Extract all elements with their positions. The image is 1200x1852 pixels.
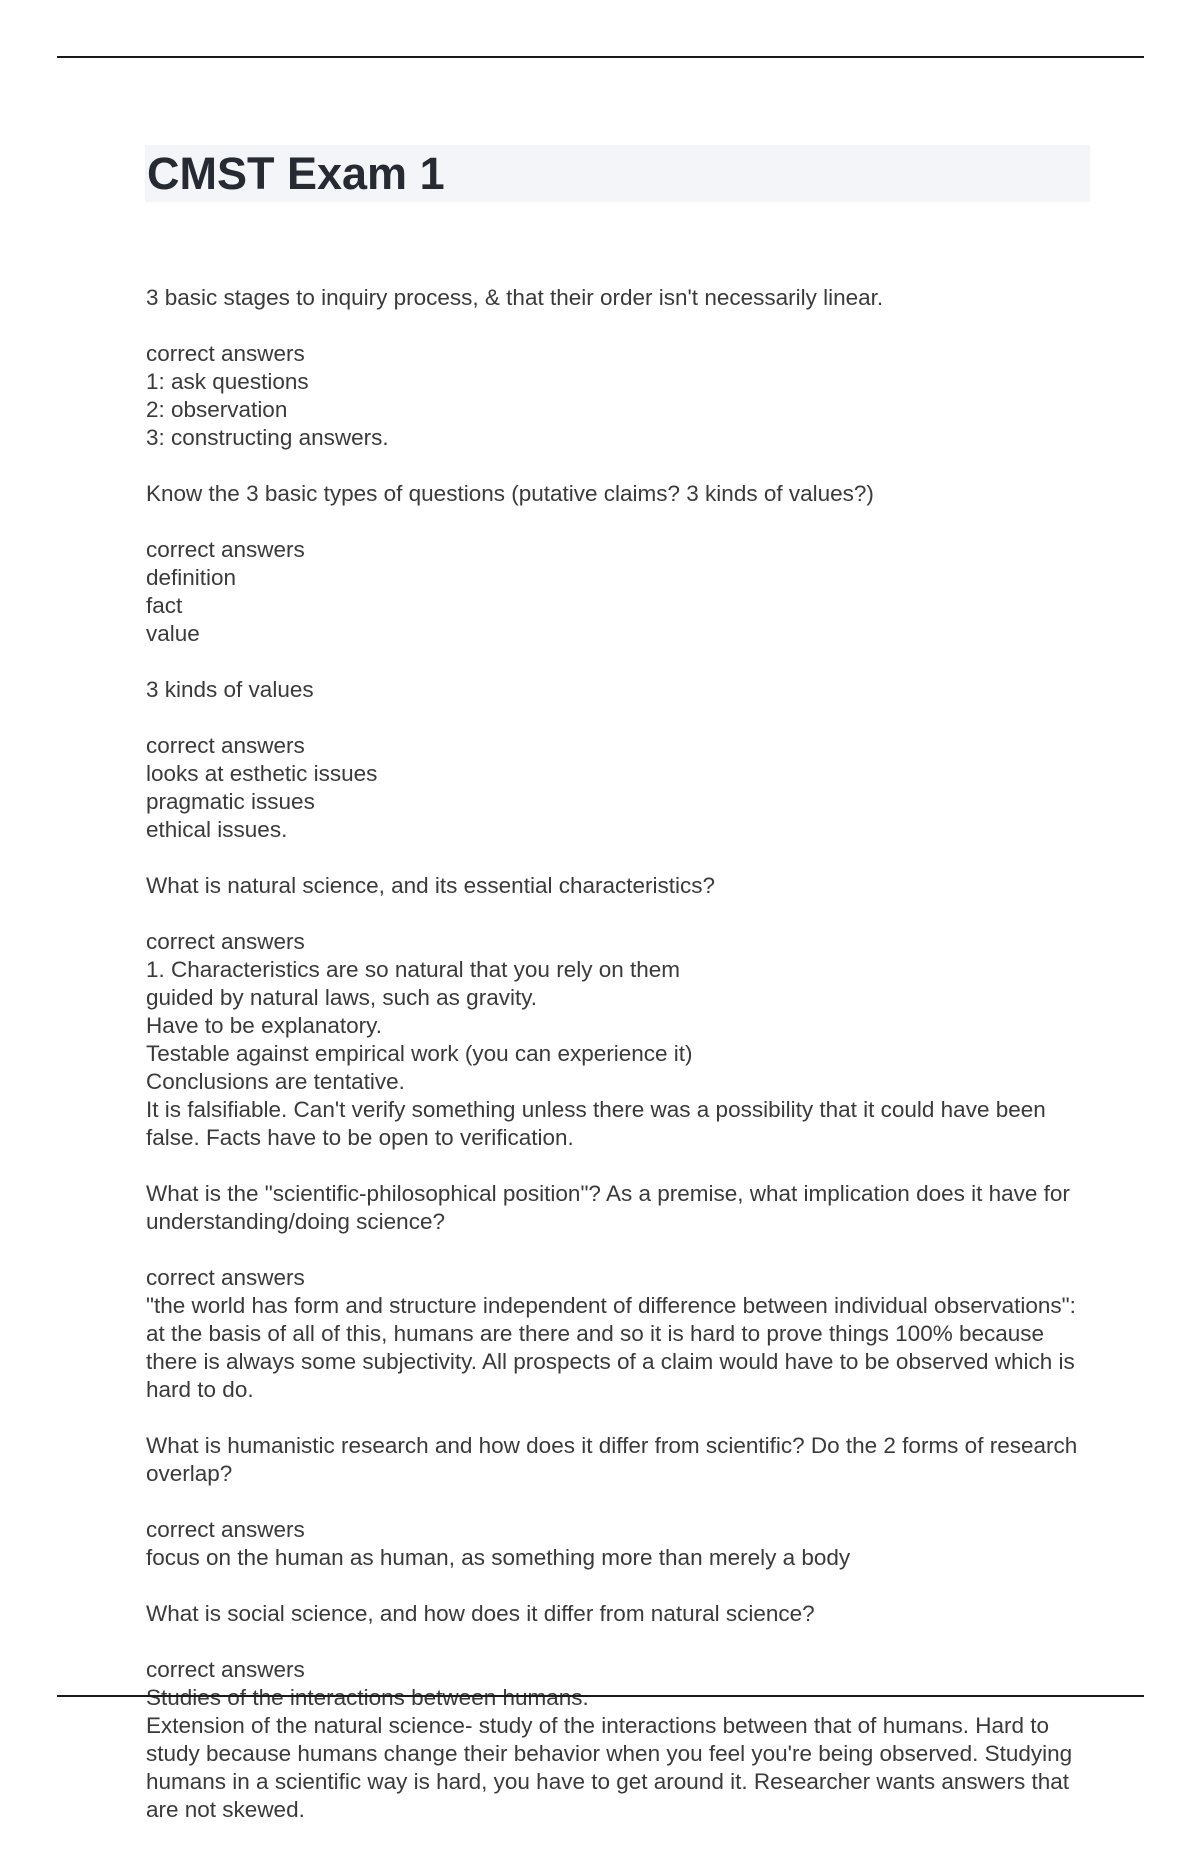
qa-entry (146, 284, 1091, 452)
answer-separator: correct answers (146, 537, 305, 562)
top-rule (57, 56, 1144, 58)
qa-entry (146, 1432, 1091, 1572)
answer-line: ethical issues. (146, 817, 288, 842)
qa-paragraph (146, 1432, 1091, 1572)
qa-paragraph (146, 676, 1091, 844)
answer-line: guided by natural laws, such as gravity. (146, 985, 538, 1010)
answer-line: It is falsifiable. Can't verify something unless there was a possibility that it could have been false. Facts have to be open to verification. (146, 1097, 1046, 1150)
answer-line: 1. Characteristics are so natural that you rely on them (146, 957, 681, 982)
answer-separator: correct answers (146, 341, 305, 366)
answer-line: definition (146, 565, 237, 590)
question-text: What is humanistic research and how does it differ from scientific? Do the 2 forms of research overlap? (146, 1433, 1078, 1486)
answer-line: value (146, 621, 200, 646)
answer-line: Testable against empirical work (you can experience it) (146, 1041, 693, 1066)
question-text: What is social science, and how does it differ from natural science? (146, 1601, 815, 1626)
page-title: CMST Exam 1 (147, 148, 445, 199)
answer-line: pragmatic issues (146, 789, 315, 814)
answer-line: Studies of the interactions between humans. (146, 1685, 589, 1710)
answer-separator: correct answers (146, 733, 305, 758)
qa-entry (146, 480, 1091, 648)
qa-list (146, 284, 1091, 1852)
question-text: What is the "scientific-philosophical position"? As a premise, what implication does it have for understanding/doing science? (146, 1181, 1070, 1234)
qa-paragraph (146, 1180, 1091, 1404)
answer-line: focus on the human as human, as something more than merely a body (146, 1545, 851, 1570)
question-text: What is natural science, and its essential characteristics? (146, 873, 716, 898)
answer-line: 3: constructing answers. (146, 425, 389, 450)
answer-separator: correct answers (146, 1517, 305, 1542)
question-text: 3 kinds of values (146, 677, 314, 702)
question-text: 3 basic stages to inquiry process, & that their order isn't necessarily linear. (146, 285, 884, 310)
answer-line: looks at esthetic issues (146, 761, 378, 786)
qa-paragraph (146, 284, 1091, 452)
qa-entry (146, 1180, 1091, 1404)
answer-line: Have to be explanatory. (146, 1013, 382, 1038)
answer-separator: correct answers (146, 1657, 305, 1682)
question-text: Know the 3 basic types of questions (putative claims? 3 kinds of values?) (146, 481, 874, 506)
bottom-rule (57, 1695, 1144, 1697)
qa-paragraph (146, 480, 1091, 648)
qa-paragraph (146, 1600, 1091, 1824)
answer-line: 2: observation (146, 397, 288, 422)
answer-separator: correct answers (146, 929, 305, 954)
answer-line: fact (146, 593, 183, 618)
answer-line: "the world has form and structure independent of difference between individual observations": at the basis of all of this, humans are there and so it is hard to prove things 100% because there is always some subjectivity. All prospects of a claim would have to be observed which is hard to do. (146, 1293, 1076, 1402)
qa-paragraph (146, 872, 1091, 1152)
qa-entry (146, 676, 1091, 844)
answer-line: Conclusions are tentative. (146, 1069, 405, 1094)
answer-separator: correct answers (146, 1265, 305, 1290)
answer-line: 1: ask questions (146, 369, 309, 394)
qa-entry (146, 1600, 1091, 1824)
qa-entry (146, 872, 1091, 1152)
answer-line: Extension of the natural science- study of the interactions between that of humans. Hard to study because humans change their behavior when you feel you're being observed. Studying humans in a scientific way is hard, you have to get around it. Researcher wants answers that are not skewed. (146, 1713, 1073, 1822)
